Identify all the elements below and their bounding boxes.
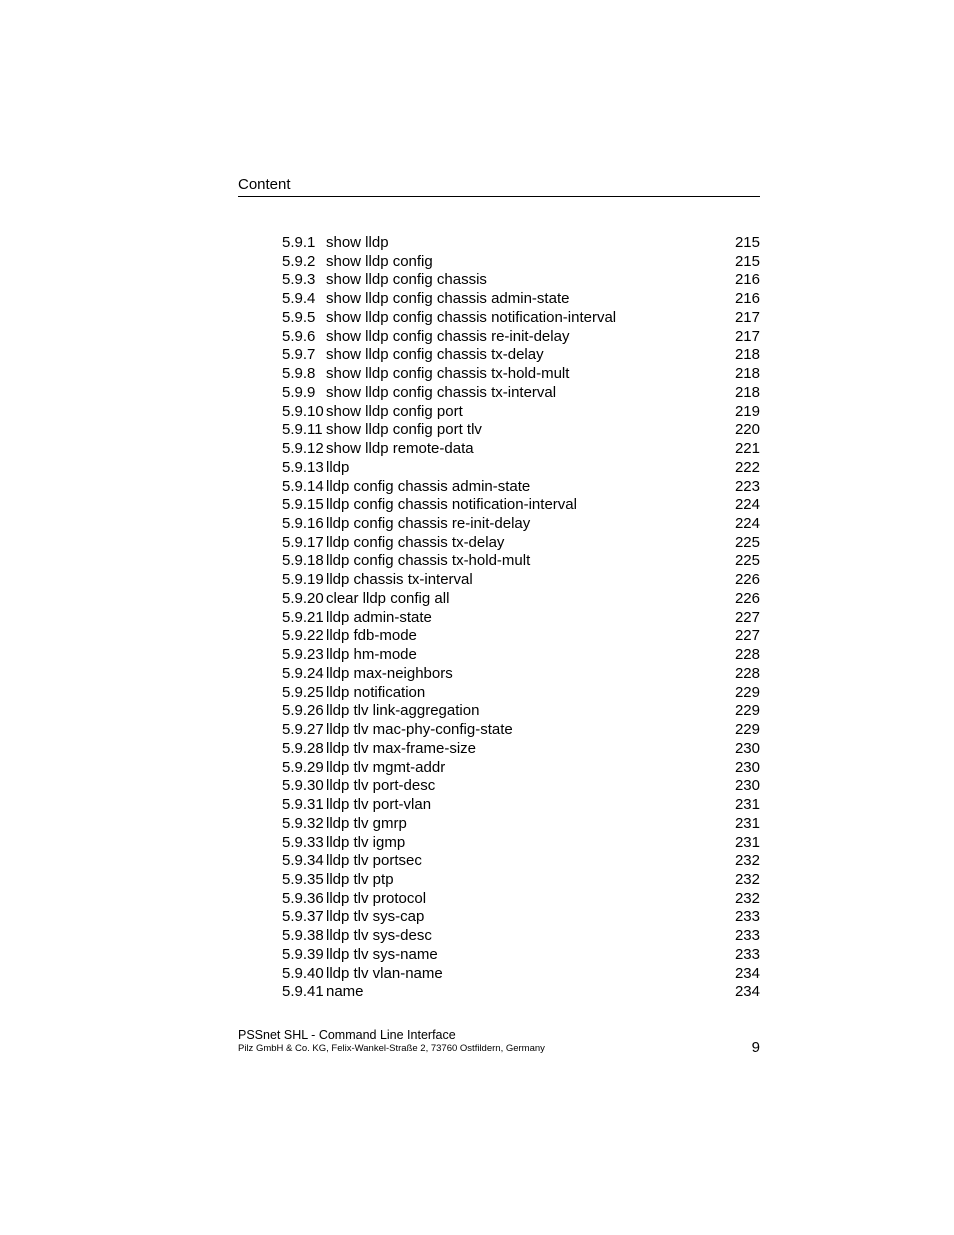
toc-entry-page: 231 xyxy=(734,833,760,851)
toc-entry-number: 5.9.20 xyxy=(282,589,324,607)
toc-entry-title: lldp tlv sys-cap xyxy=(326,908,425,926)
toc-entry-title: show lldp config chassis re-init-delay xyxy=(326,327,570,345)
toc-entry-page: 226 xyxy=(734,571,760,589)
toc-entry-number: 5.9.41 xyxy=(282,983,324,1001)
toc-entry-number: 5.9.8 xyxy=(282,365,316,383)
toc-entry[interactable] xyxy=(282,796,760,815)
toc-entry-number: 5.9.21 xyxy=(282,608,324,626)
toc-entry-number: 5.9.18 xyxy=(282,552,324,570)
footer-address: Pilz GmbH & Co. KG, Felix-Wankel-Straße 2, 73760 Ostfildern, Germany xyxy=(238,1043,545,1054)
toc-entry-number: 5.9.30 xyxy=(282,777,324,795)
toc-entry[interactable] xyxy=(282,403,760,422)
toc-entry-page: 233 xyxy=(734,945,760,963)
toc-entry-page: 224 xyxy=(734,515,760,533)
toc-entry-page: 228 xyxy=(734,664,760,682)
toc-entry[interactable] xyxy=(282,365,760,384)
toc-entry-page: 232 xyxy=(734,852,760,870)
toc-entry-title: lldp tlv vlan-name xyxy=(326,964,443,982)
toc-entry-page: 234 xyxy=(734,983,760,1001)
toc-entry[interactable] xyxy=(282,271,760,290)
toc-entry-title: lldp fdb-mode xyxy=(326,627,417,645)
toc-entry-page: 231 xyxy=(734,796,760,814)
toc-entry-page: 215 xyxy=(734,234,760,251)
toc-entry-number: 5.9.5 xyxy=(282,308,316,326)
toc-entry-number: 5.9.35 xyxy=(282,870,324,888)
toc-entry-title: lldp config chassis re-init-delay xyxy=(326,515,531,533)
toc-entry[interactable] xyxy=(282,965,760,984)
toc-entry[interactable] xyxy=(282,665,760,684)
toc-entry-title: lldp tlv mac-phy-config-state xyxy=(326,721,513,739)
toc-entry-number: 5.9.36 xyxy=(282,889,324,907)
toc-entry-page: 229 xyxy=(734,683,760,701)
toc-entry-title: name xyxy=(326,983,364,1001)
toc-entry-number: 5.9.12 xyxy=(282,440,324,458)
toc-entry-page: 227 xyxy=(734,608,760,626)
toc-entry-title: lldp config chassis tx-delay xyxy=(326,533,505,551)
toc-entry-title: lldp admin-state xyxy=(326,608,432,626)
toc-entry-title: show lldp config port xyxy=(326,402,463,420)
toc-entry-title: lldp tlv port-vlan xyxy=(326,796,432,814)
toc-entry-page: 230 xyxy=(734,739,760,757)
toc-entry-number: 5.9.14 xyxy=(282,477,324,495)
toc-entry-title: show lldp xyxy=(326,234,389,251)
toc-entry-page: 217 xyxy=(734,308,760,326)
toc-entry-page: 221 xyxy=(734,440,760,458)
toc-entry[interactable] xyxy=(282,590,760,609)
toc-entry[interactable] xyxy=(282,759,760,778)
toc-entry-number: 5.9.31 xyxy=(282,796,324,814)
toc-entry-page: 232 xyxy=(734,889,760,907)
toc-entry-title: show lldp config chassis notification-interval xyxy=(326,308,617,326)
toc-entry-title: lldp config chassis notification-interval xyxy=(326,496,577,514)
toc-entry-title: show lldp config chassis xyxy=(326,271,487,289)
toc-entry[interactable] xyxy=(282,496,760,515)
toc-entry[interactable] xyxy=(282,983,760,1002)
toc-entry-number: 5.9.33 xyxy=(282,833,324,851)
toc-entry-page: 222 xyxy=(734,458,760,476)
toc-entry[interactable] xyxy=(282,908,760,927)
toc-entry-title: lldp tlv sys-name xyxy=(326,945,438,963)
toc-entry-page: 230 xyxy=(734,758,760,776)
page-header-title: Content xyxy=(238,176,291,193)
toc-entry-title: lldp tlv portsec xyxy=(326,852,422,870)
toc-entry-number: 5.9.25 xyxy=(282,683,324,701)
toc-entry[interactable] xyxy=(282,627,760,646)
toc-entry[interactable] xyxy=(282,946,760,965)
toc-entry[interactable] xyxy=(282,815,760,834)
toc-entry-number: 5.9.19 xyxy=(282,571,324,589)
toc-entry-number: 5.9.10 xyxy=(282,402,324,420)
toc-entry-title: lldp tlv protocol xyxy=(326,889,427,907)
toc-entry-page: 230 xyxy=(734,777,760,795)
toc-entry[interactable] xyxy=(282,384,760,403)
toc-entry-number: 5.9.29 xyxy=(282,758,324,776)
toc-entry-title: lldp config chassis tx-hold-mult xyxy=(326,552,531,570)
toc-entry-number: 5.9.2 xyxy=(282,252,316,270)
toc-entry-page: 232 xyxy=(734,870,760,888)
toc-entry-title: show lldp config chassis admin-state xyxy=(326,290,570,308)
toc-entry-page: 227 xyxy=(734,627,760,645)
toc-entry[interactable] xyxy=(282,309,760,328)
toc-entry-page: 220 xyxy=(734,421,760,439)
toc-entry-title: lldp tlv max-frame-size xyxy=(326,739,477,757)
toc-entry-number: 5.9.15 xyxy=(282,496,324,514)
toc-entry-number: 5.9.3 xyxy=(282,271,316,289)
toc-entry-page: 218 xyxy=(734,346,760,364)
toc-entry[interactable] xyxy=(282,571,760,590)
toc-entry-number: 5.9.24 xyxy=(282,664,324,682)
toc-entry-title: lldp max-neighbors xyxy=(326,664,453,682)
toc-entry-page: 217 xyxy=(734,327,760,345)
toc-entry-title: lldp tlv link-aggregation xyxy=(326,702,480,720)
toc-entry-title: show lldp config chassis tx-delay xyxy=(326,346,544,364)
toc-entry[interactable] xyxy=(282,290,760,309)
toc-entry-page: 215 xyxy=(734,252,760,270)
toc-entry-title: lldp xyxy=(326,458,350,476)
toc-entry-number: 5.9.40 xyxy=(282,964,324,982)
toc-entry-number: 5.9.1 xyxy=(282,234,316,251)
toc-entry-title: show lldp remote-data xyxy=(326,440,474,458)
toc-entry-page: 216 xyxy=(734,290,760,308)
toc-entry-page: 223 xyxy=(734,477,760,495)
toc-entry-page: 218 xyxy=(734,383,760,401)
toc-entry-number: 5.9.27 xyxy=(282,721,324,739)
toc-entry-page: 226 xyxy=(734,589,760,607)
table-of-contents xyxy=(282,234,760,1002)
toc-entry-number: 5.9.32 xyxy=(282,814,324,832)
toc-entry-title: lldp tlv mgmt-addr xyxy=(326,758,446,776)
toc-entry-number: 5.9.39 xyxy=(282,945,324,963)
toc-entry[interactable] xyxy=(282,852,760,871)
toc-entry-number: 5.9.26 xyxy=(282,702,324,720)
toc-entry[interactable] xyxy=(282,777,760,796)
toc-entry-title: lldp notification xyxy=(326,683,426,701)
toc-entry-number: 5.9.28 xyxy=(282,739,324,757)
toc-entry-page: 234 xyxy=(734,964,760,982)
toc-entry[interactable] xyxy=(282,515,760,534)
toc-entry-title: lldp config chassis admin-state xyxy=(326,477,531,495)
toc-entry[interactable] xyxy=(282,646,760,665)
toc-entry-page: 228 xyxy=(734,646,760,664)
toc-entry-page: 218 xyxy=(734,365,760,383)
toc-entry-page: 216 xyxy=(734,271,760,289)
toc-entry-title: show lldp config port tlv xyxy=(326,421,482,439)
toc-entry-title: lldp tlv gmrp xyxy=(326,814,407,832)
toc-entry-title: show lldp config xyxy=(326,252,433,270)
toc-entry-number: 5.9.7 xyxy=(282,346,316,364)
toc-entry[interactable] xyxy=(282,927,760,946)
toc-entry-page: 233 xyxy=(734,908,760,926)
toc-entry[interactable] xyxy=(282,459,760,478)
toc-entry-page: 229 xyxy=(734,702,760,720)
toc-entry[interactable] xyxy=(282,890,760,909)
toc-entry-number: 5.9.23 xyxy=(282,646,324,664)
toc-entry-page: 233 xyxy=(734,927,760,945)
toc-entry-number: 5.9.16 xyxy=(282,515,324,533)
toc-entry[interactable] xyxy=(282,552,760,571)
toc-entry-number: 5.9.13 xyxy=(282,458,324,476)
toc-entry[interactable] xyxy=(282,478,760,497)
toc-entry[interactable] xyxy=(282,609,760,628)
toc-entry[interactable] xyxy=(282,740,760,759)
toc-entry-page: 225 xyxy=(734,533,760,551)
toc-entry-title: show lldp config chassis tx-hold-mult xyxy=(326,365,570,383)
toc-entry-number: 5.9.17 xyxy=(282,533,324,551)
toc-entry[interactable] xyxy=(282,328,760,347)
toc-entry-page: 229 xyxy=(734,721,760,739)
toc-entry-number: 5.9.38 xyxy=(282,927,324,945)
toc-entry-number: 5.9.4 xyxy=(282,290,316,308)
toc-entry-page: 224 xyxy=(734,496,760,514)
toc-entry[interactable] xyxy=(282,253,760,272)
toc-entry-title: lldp hm-mode xyxy=(326,646,417,664)
footer-page-number: 9 xyxy=(751,1039,760,1056)
toc-entry-page: 225 xyxy=(734,552,760,570)
toc-entry-number: 5.9.34 xyxy=(282,852,324,870)
toc-entry-title: lldp chassis tx-interval xyxy=(326,571,473,589)
toc-entry-number: 5.9.6 xyxy=(282,327,316,345)
toc-entry-title: show lldp config chassis tx-interval xyxy=(326,383,557,401)
toc-entry[interactable] xyxy=(282,234,760,253)
toc-entry-page: 219 xyxy=(734,402,760,420)
footer-document-title: PSSnet SHL - Command Line Interface xyxy=(238,1028,456,1042)
toc-entry[interactable] xyxy=(282,834,760,853)
toc-entry-number: 5.9.11 xyxy=(282,421,323,439)
toc-entry[interactable] xyxy=(282,871,760,890)
toc-entry-title: lldp tlv sys-desc xyxy=(326,927,432,945)
header-rule xyxy=(238,196,760,197)
toc-entry-number: 5.9.37 xyxy=(282,908,324,926)
toc-entry[interactable] xyxy=(282,421,760,440)
toc-entry-title: lldp tlv ptp xyxy=(326,870,394,888)
toc-entry-number: 5.9.9 xyxy=(282,383,316,401)
toc-entry[interactable] xyxy=(282,721,760,740)
toc-entry-number: 5.9.22 xyxy=(282,627,324,645)
toc-entry-page: 231 xyxy=(734,814,760,832)
toc-entry[interactable] xyxy=(282,346,760,365)
toc-entry[interactable] xyxy=(282,534,760,553)
toc-entry-title: lldp tlv igmp xyxy=(326,833,406,851)
toc-entry-title: clear lldp config all xyxy=(326,589,450,607)
toc-entry[interactable] xyxy=(282,684,760,703)
toc-entry[interactable] xyxy=(282,440,760,459)
toc-entry[interactable] xyxy=(282,702,760,721)
toc-entry-title: lldp tlv port-desc xyxy=(326,777,436,795)
